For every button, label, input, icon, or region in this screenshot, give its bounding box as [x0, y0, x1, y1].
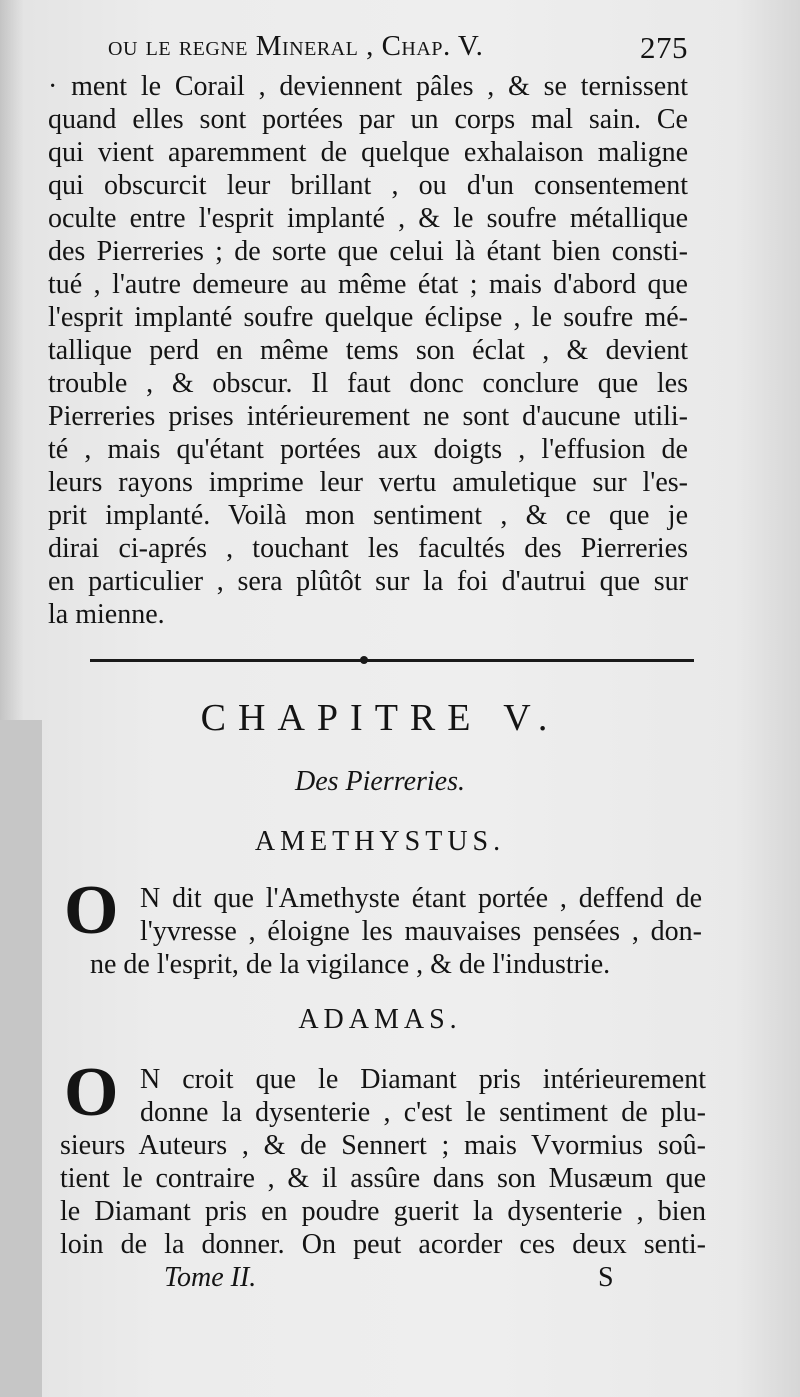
page-edge-shadow — [0, 720, 42, 1397]
section-heading-amethystus: AMETHYSTUS. — [254, 826, 506, 857]
body-line: sieurs Auteurs , & de Sennert ; mais Vvormius soû- — [60, 1130, 706, 1161]
drop-capital: O — [64, 872, 119, 949]
running-header — [108, 30, 688, 74]
body-line: l'esprit implanté soufre quelque éclipse , le soufre mé- — [48, 302, 688, 333]
chapter-divider-rule — [90, 659, 694, 662]
body-line: dirai ci-aprés , touchant les facultés des Pierreries — [48, 533, 688, 564]
body-line: Pierreries prises intérieurement ne sont d'aucune utili- — [48, 401, 688, 432]
body-line: · ment le Corail , deviennent pâles , & se ternissent — [48, 71, 688, 102]
body-line: tallique perd en même tems son éclat , & devient — [48, 335, 688, 366]
body-line: en particulier , sera plûtôt sur la foi d'autrui que sur — [48, 566, 688, 597]
body-line: N dit que l'Amethyste étant portée , deffend de — [140, 883, 702, 914]
signature-mark: S — [598, 1262, 614, 1293]
body-line: prit implanté. Voilà mon sentiment , & ce que je — [48, 500, 688, 531]
body-line: N croit que le Diamant pris intérieurement — [140, 1064, 706, 1095]
body-line: quand elles sont portées par un corps mal sain. Ce — [48, 104, 688, 135]
body-line: oculte entre l'esprit implanté , & le soufre métallique — [48, 203, 688, 234]
body-line: tué , l'autre demeure au même état ; mais d'abord que — [48, 269, 688, 300]
body-line: leurs rayons imprime leur vertu amuletique sur l'es- — [48, 467, 688, 498]
body-line: des Pierreries ; de sorte que celui là étant bien consti- — [48, 236, 688, 267]
section-heading-adamas: ADAMAS. — [298, 1004, 462, 1035]
body-line: la mienne. — [48, 599, 165, 630]
body-line: qui vient aparemment de quelque exhalaison maligne — [48, 137, 688, 168]
body-line: donne la dysenterie , c'est le sentiment de plu- — [140, 1097, 706, 1128]
body-line: l'yvresse , éloigne les mauvaises pensées , don- — [140, 916, 702, 947]
body-line: le Diamant pris en poudre guerit la dysenterie , bien — [60, 1196, 706, 1227]
divider-ornament — [360, 656, 368, 664]
page-number: 275 — [640, 30, 688, 65]
body-line: tient le contraire , & il assûre dans son Musæum que — [60, 1163, 706, 1194]
chapter-subtitle: Des Pierreries. — [294, 766, 466, 797]
body-line: té , mais qu'étant portées aux doigts , l'effusion de — [48, 434, 688, 465]
chapter-title: CHAPITRE V. — [200, 697, 560, 739]
volume-label: Tome II. — [164, 1262, 257, 1293]
body-line: qui obscurcit leur brillant , ou d'un consentement — [48, 170, 688, 201]
running-title: ou le regne Mineral , Chap. V. — [108, 30, 484, 62]
body-line: ne de l'esprit, de la vigilance , & de l'industrie. — [90, 949, 611, 980]
body-line: loin de la donner. On peut acorder ces deux senti- — [60, 1229, 706, 1260]
drop-capital: O — [64, 1054, 119, 1131]
body-line: trouble , & obscur. Il faut donc conclure que les — [48, 368, 688, 399]
